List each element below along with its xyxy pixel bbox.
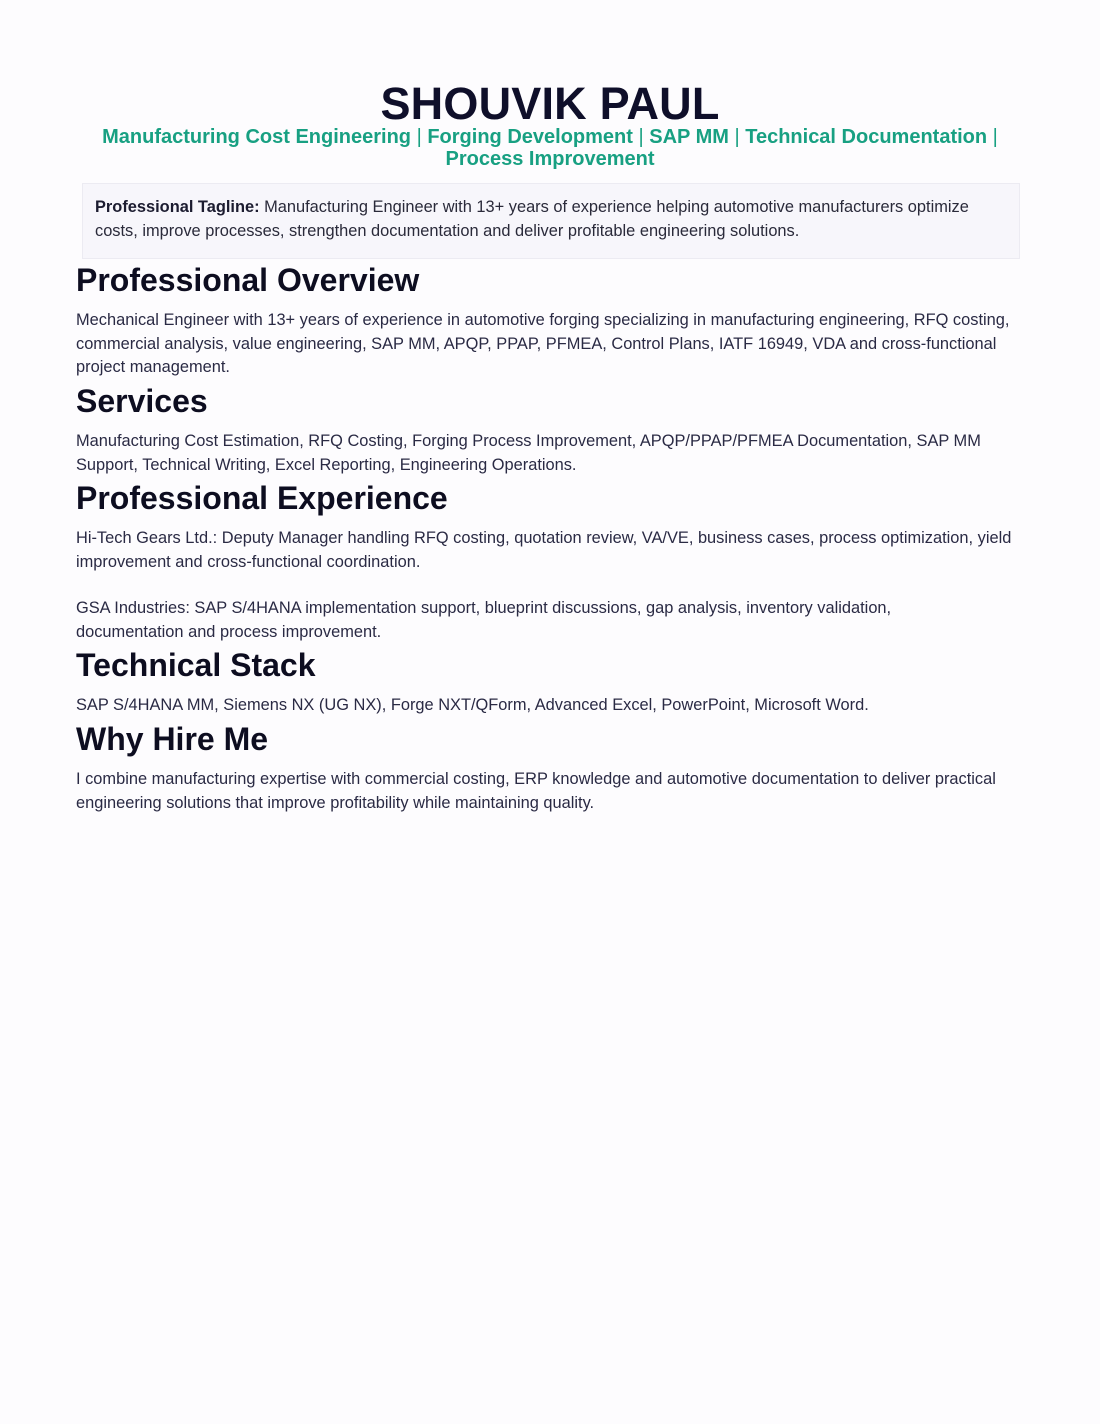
headline-item: Forging Development (427, 126, 633, 148)
headline-item: Technical Documentation (745, 126, 988, 148)
experience-entry: GSA Industries: SAP S/4HANA implementation support, blueprint discussions, gap analysis, inventory validation, documentation and process improvement. (76, 599, 892, 641)
tagline-label: Professional Tagline: (95, 198, 260, 216)
section-title-experience: Professional Experience (76, 480, 448, 516)
tagline-box (82, 183, 1020, 259)
tagline-text: Manufacturing Engineer with 13+ years of experience helping automotive manufacturers optimize costs, improve processes, strengthen documentation and deliver profitable engineering solutions. (95, 198, 969, 240)
headline-item: Process Improvement (445, 148, 655, 170)
section-body-stack: SAP S/4HANA MM, Siemens NX (UG NX), Forge NXT/QForm, Advanced Excel, PowerPoint, Microsoft Word. (76, 696, 869, 714)
headline (100, 126, 1000, 170)
headline-item: SAP MM (649, 126, 729, 148)
section-body-overview: Mechanical Engineer with 13+ years of experience in automotive forging specializing in manufacturing engineering, RFQ costing, commercial analysis, value engineering, SAP MM, APQP, PPAP, PFMEA, Control Plans, IATF 16949, VDA and cross-functional project management. (76, 311, 1010, 376)
headline-separator: | (734, 126, 740, 148)
headline-separator: | (416, 126, 422, 148)
experience-entry: Hi-Tech Gears Ltd.: Deputy Manager handling RFQ costing, quotation review, VA/VE, business cases, process optimization, yield improvement and cross-functional coordination. (76, 529, 1012, 571)
section-body-services: Manufacturing Cost Estimation, RFQ Costing, Forging Process Improvement, APQP/PPAP/PFMEA Documentation, SAP MM Support, Technical Writing, Excel Reporting, Engineering Operations. (76, 432, 981, 474)
section-title-overview: Professional Overview (76, 262, 420, 298)
section-title-stack: Technical Stack (76, 647, 316, 683)
headline-separator: | (638, 126, 644, 148)
section-title-why: Why Hire Me (76, 721, 269, 757)
headline-separator: | (992, 126, 998, 148)
section-title-services: Services (76, 383, 208, 419)
section-body-why: I combine manufacturing expertise with commercial costing, ERP knowledge and automotive documentation to deliver practical engineering solutions that improve profitability while maintaining quality. (76, 770, 996, 812)
candidate-name: SHOUVIK PAUL (380, 78, 720, 129)
headline-item: Manufacturing Cost Engineering (102, 126, 412, 148)
